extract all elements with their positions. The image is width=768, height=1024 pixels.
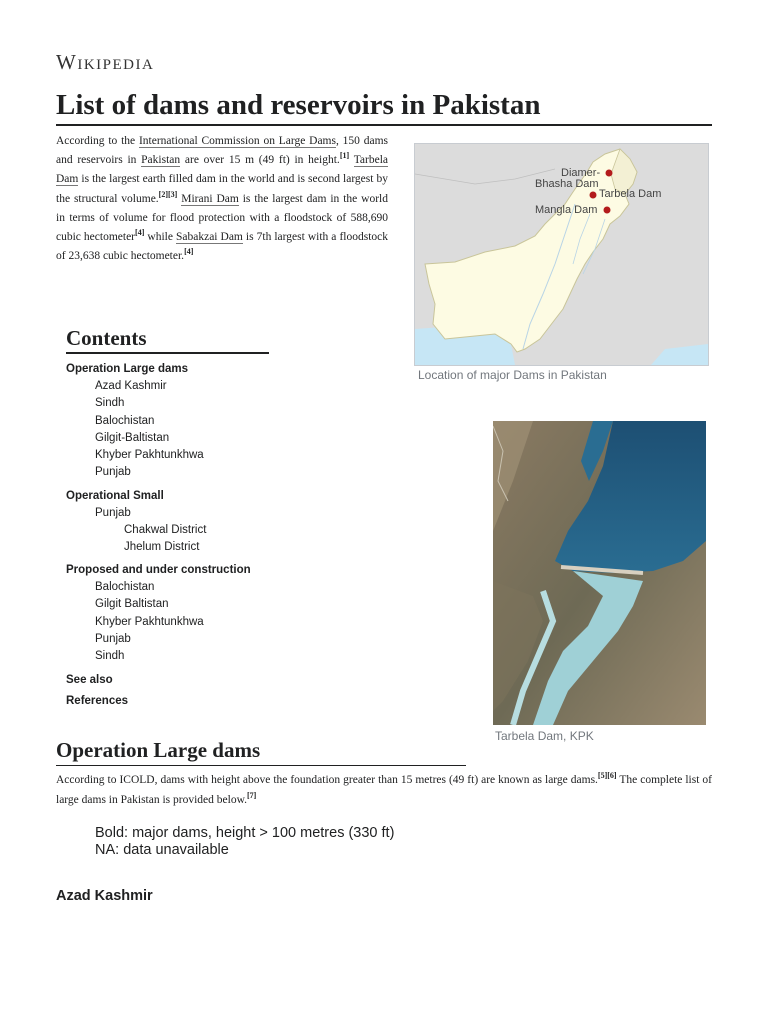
table-legend	[95, 825, 394, 859]
toc-item[interactable]: Azad Kashmir	[95, 380, 167, 392]
tarbela-dam-photo[interactable]	[493, 421, 706, 725]
map-marker-mangla	[604, 207, 611, 214]
toc-item[interactable]: Sindh	[95, 650, 125, 663]
map-label-diamer: Diamer-	[561, 167, 601, 179]
link-sabakzai-dam[interactable]: Sabakzai Dam	[175, 231, 243, 244]
toc-item[interactable]: Khyber Pakhtunkhwa	[95, 615, 204, 628]
link-icold[interactable]: International Commission on Large Dams	[138, 135, 336, 147]
toc-item-operation-large-dams[interactable]: Operation Large dams	[66, 363, 189, 375]
toc-title: Contents	[66, 326, 269, 354]
toc-item[interactable]: Balochistan	[95, 581, 155, 594]
map-label-mangla: Mangla Dam	[535, 204, 598, 216]
link-tarbela-dam[interactable]: Tarbela Dam	[56, 154, 388, 186]
toc-item-proposed[interactable]: Proposed and under construction	[66, 564, 251, 577]
section-heading-operation-large-dams: Operation Large dams	[56, 737, 466, 766]
table-of-contents	[66, 326, 476, 710]
link-mirani-dam[interactable]: Mirani Dam	[181, 192, 239, 205]
toc-item[interactable]: Jhelum District	[124, 541, 200, 554]
large-dams-paragraph: According to ICOLD, dams with height above the foundation greater than 15 metres (49 ft) are known as large dams.[5][6] The complete list of large dams in Pakistan is provided below.[7]	[56, 771, 712, 806]
reference-7[interactable]: [7]	[247, 790, 257, 800]
photo-caption: Tarbela Dam, KPK	[495, 729, 594, 743]
intro-paragraph: According to the International Commission on Large Dams, 150 dams and reservoirs in Pakistan are over 15 m (49 ft) in height.[1] Tarbela Dam is the largest earth filled dam in the world and is second largest by the structural volume.[2][3] Mirani Dam is the largest dam in the world in terms of volume for flood protection with a floodstock of 588,690 cubic hectometer[4] while Sabakzai Dam is 7th largest with a floodstock of 23,638 cubic hectometer.[4]	[56, 135, 389, 263]
map-label-bhasha: Bhasha Dam	[535, 178, 599, 190]
map-marker-diamer-bhasha	[606, 170, 613, 177]
reference-4a[interactable]: [4]	[135, 228, 145, 238]
map-caption: Location of major Dams in Pakistan	[418, 368, 607, 382]
toc-item[interactable]: Chakwal District	[124, 524, 207, 537]
map-label-tarbela: Tarbela Dam	[599, 188, 662, 200]
toc-item[interactable]: Balochistan	[95, 414, 155, 427]
toc-item[interactable]: Khyber Pakhtunkhwa	[95, 449, 204, 462]
toc-item-operational-small[interactable]: Operational Small	[66, 489, 164, 502]
toc-item-references[interactable]: References	[66, 694, 129, 707]
page-title: List of dams and reservoirs in Pakistan	[56, 86, 712, 126]
legend-na: NA: data unavailable	[95, 842, 229, 858]
reference-6[interactable]: [6]	[607, 771, 617, 781]
toc-item[interactable]: Sindh	[95, 397, 125, 410]
toc-item[interactable]: Punjab	[95, 506, 131, 519]
subsection-heading-azad-kashmir: Azad Kashmir	[56, 888, 153, 904]
reference-2[interactable]: [2]	[158, 189, 168, 199]
wikipedia-wordmark[interactable]: Wikipedia	[56, 50, 155, 74]
link-pakistan[interactable]: Pakistan	[141, 154, 181, 167]
reference-1[interactable]: [1]	[339, 151, 350, 161]
reference-5[interactable]: [5]	[597, 771, 608, 781]
map-marker-tarbela	[590, 192, 597, 199]
toc-item-see-also[interactable]: See also	[66, 673, 113, 686]
toc-item[interactable]: Gilgit-Baltistan	[95, 431, 170, 444]
toc-item[interactable]: Punjab	[95, 632, 131, 645]
toc-item[interactable]: Gilgit Baltistan	[95, 598, 169, 611]
reference-3[interactable]: [3]	[168, 189, 178, 199]
legend-bold: Bold: major dams, height > 100 metres (330 ft)	[95, 825, 395, 841]
toc-item[interactable]: Punjab	[95, 466, 131, 479]
reference-4b[interactable]: [4]	[184, 247, 194, 257]
